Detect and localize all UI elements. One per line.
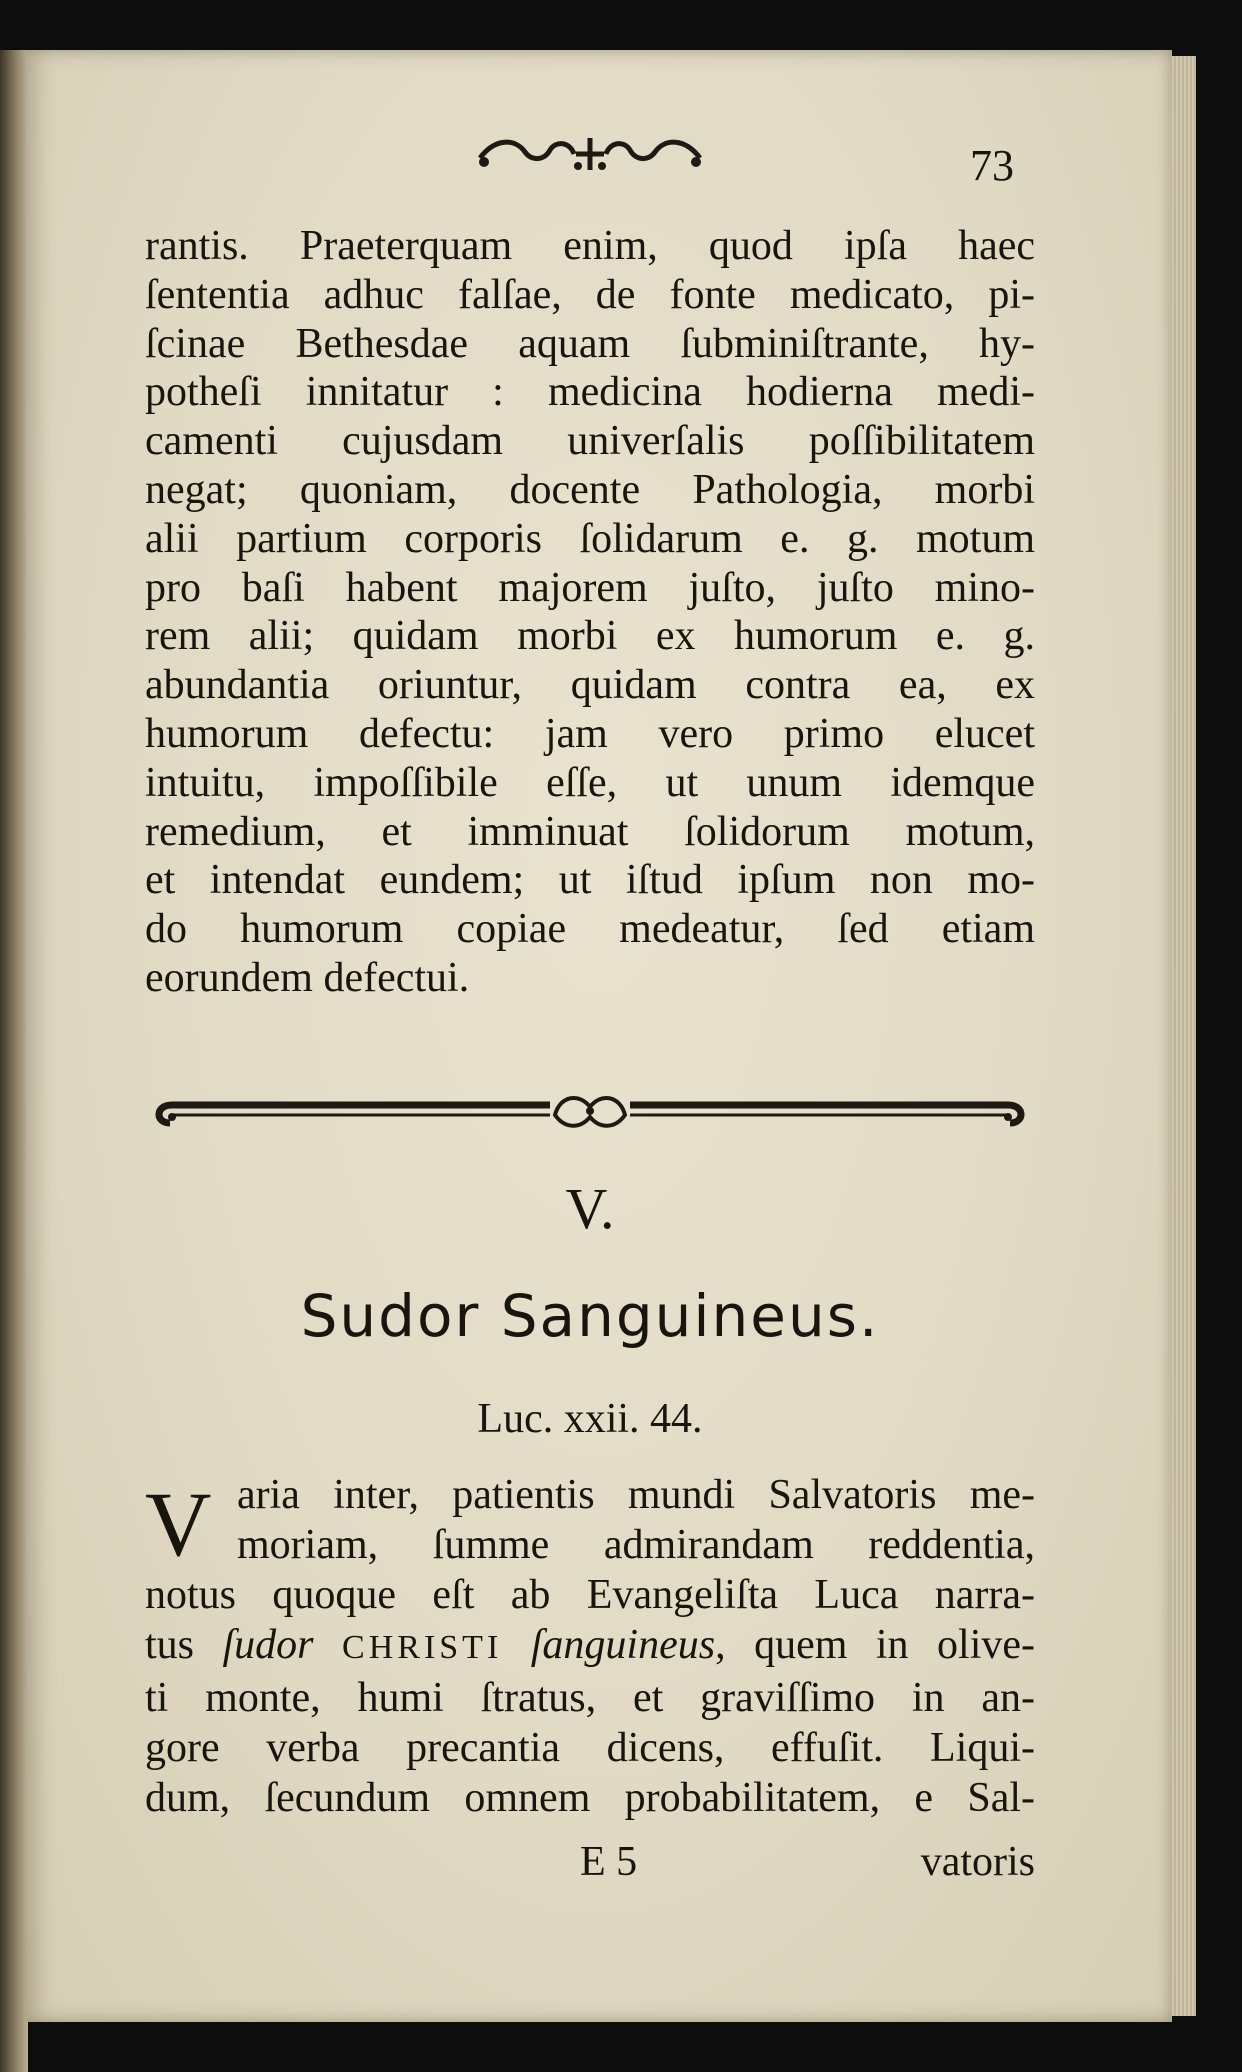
text-line: pro baſi habent majorem juſto, juſto mino- <box>145 564 1035 611</box>
text-line: ſententia adhuc falſae, de fonte medicato, pi- <box>145 271 1035 318</box>
text-line: rem alii; quidam morbi ex humorum e. g. <box>145 613 1035 660</box>
text-line: eorundem defectui. <box>145 954 470 1001</box>
paragraph-continuation <box>145 222 1035 1003</box>
signature-mark: E 5 <box>580 1839 638 1885</box>
text-line-mixed <box>145 1620 1035 1673</box>
text-line: dum, ſecundum omnem probabilitatem, e Sal- <box>145 1775 1035 1821</box>
text-line: aria inter, patientis mundi Salvatoris me- <box>237 1472 1035 1518</box>
text-line: negat; quoniam, docente Pathologia, morbi <box>145 466 1035 513</box>
small-caps-name: CHRISTI <box>342 1629 503 1666</box>
italic-term: ſudor <box>222 1622 314 1668</box>
text-line: alii partium corporis ſolidarum e. g. motum <box>145 515 1035 562</box>
text-line: gore verba precantia dicens, effuſit. Liqui- <box>145 1725 1035 1771</box>
text-line: moriam, ſumme admirandam reddentia, <box>237 1522 1035 1568</box>
text-line: ſcinae Bethesdae aquam ſubminiſtrante, hy- <box>145 320 1035 367</box>
text-line: notus quoque eſt ab Evangeliſta Luca narra- <box>145 1572 1035 1618</box>
text-line: remedium, et imminuat ſolidorum motum, <box>145 808 1035 855</box>
text-line: intuitu, impoſſibile eſſe, ut unum idemque <box>145 759 1035 806</box>
section-number: V. <box>565 1176 615 1241</box>
catchword: vatoris <box>920 1839 1035 1885</box>
italic-term: ſanguineus <box>530 1622 716 1668</box>
header-ornament-icon <box>470 130 710 180</box>
drop-cap: V <box>145 1473 212 1575</box>
text-line: ti monte, humi ſtratus, et graviſſimo in an- <box>145 1675 1035 1721</box>
text-line: rantis. Praeterquam enim, quod ipſa haec <box>145 223 1035 269</box>
text-line: humorum defectu: jam vero primo elucet <box>145 710 1035 757</box>
text-line: abundantia oriuntur, quidam contra ea, ex <box>145 662 1035 709</box>
facing-page-edge <box>0 50 28 2072</box>
page-footer <box>145 1838 1035 1888</box>
text-fragment: tus <box>145 1622 195 1668</box>
paragraph-body <box>145 1470 1035 1823</box>
text-fragment: , quem in olive- <box>715 1622 1036 1668</box>
scripture-reference: Luc. xxii. 44. <box>477 1396 703 1442</box>
text-line: do humorum copiae medeatur, ſed etiam <box>145 906 1035 953</box>
page-number: 73 <box>970 141 1014 190</box>
section-title: Sudor Sanguineus. <box>300 1282 880 1350</box>
page-edges <box>1172 56 1196 2016</box>
text-line: camenti cujusdam univerſalis poſſibilitatem <box>145 418 1035 465</box>
text-line: et intendat eundem; ut iſtud ipſum non mo- <box>145 857 1035 904</box>
section-divider-ornament-icon <box>150 1085 1030 1145</box>
text-line: potheſi innitatur : medicina hodierna medi- <box>145 369 1035 416</box>
